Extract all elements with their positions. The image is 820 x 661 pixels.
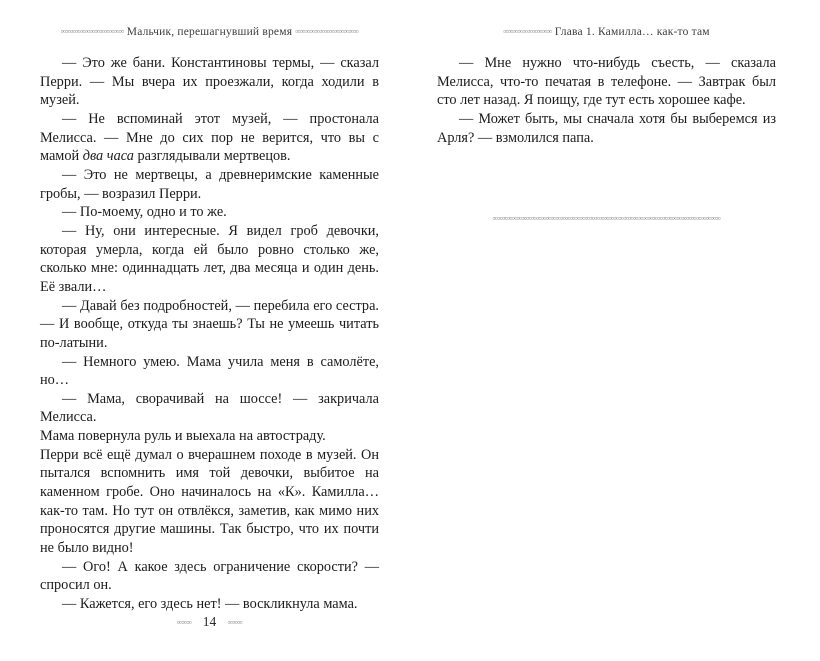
- right-running-head: [437, 26, 776, 38]
- text-segment: — Мне нужно что-нибудь съесть, — сказала Мелисса, что-то печатая в телефоне. — Завтрак был сто лет назад. Я поищу, где тут есть хорошее кафе.: [437, 55, 776, 109]
- paragraph: [40, 222, 379, 297]
- text-segment: — Ого! А какое здесь ограничение скорости? — спросил он.: [40, 558, 379, 594]
- paragraph: [437, 54, 776, 110]
- paragraph: [40, 203, 379, 222]
- left-page-text: [40, 54, 379, 614]
- chain-ornament-icon: ∞∞∞∞∞∞∞∞∞∞∞∞∞∞∞∞∞∞∞∞∞∞∞∞∞∞∞∞∞∞∞∞∞∞∞∞∞∞∞∞∞∞∞∞∞∞∞: [492, 213, 721, 223]
- paragraph: [40, 353, 379, 390]
- text-segment: — Немного умею. Мама учила меня в самолёте, но…: [40, 353, 379, 389]
- chain-ornament-icon: ∞∞∞: [176, 617, 192, 627]
- text-segment: — Это же бани. Константиновы термы, — сказал Перри. — Мы вчера их проезжали, когда ходили в музей.: [40, 55, 379, 109]
- chain-ornament-icon: ∞∞∞∞∞∞∞∞∞∞∞∞∞: [60, 26, 124, 36]
- chain-ornament-icon: ∞∞∞: [227, 617, 243, 627]
- paragraph: [40, 558, 379, 595]
- paragraph: [40, 166, 379, 203]
- paragraph: [40, 54, 379, 110]
- text-segment: — Давай без подробностей, — перебила его сестра. — И вообще, откуда ты знаешь? Ты не умеешь читать по-латыни.: [40, 297, 379, 351]
- text-segment: — Может быть, мы сначала хотя бы выберемся из Арля? — взмолился папа.: [437, 110, 776, 146]
- right-page-text: [437, 54, 776, 147]
- text-segment: Мама повернула руль и выехала на автостраду.: [40, 428, 326, 445]
- left-running-head: [40, 26, 379, 38]
- paragraph: [40, 595, 379, 614]
- text-segment: — Ну, они интересные. Я видел гроб девочки, которая умерла, когда ей было ровно столько же, сколько мне: одиннадцать лет, два месяца и один день. Её звали…: [40, 222, 379, 295]
- page-number: 14: [202, 613, 217, 629]
- paragraph: [40, 390, 379, 427]
- text-segment: — Это не мертвецы, а древнеримские каменные гробы, — возразил Перри.: [40, 166, 379, 202]
- paragraph: [40, 446, 379, 558]
- text-segment: разглядывали мертвецов.: [133, 148, 291, 165]
- paragraph: [40, 427, 379, 446]
- right-page: [437, 26, 776, 626]
- paragraph: [437, 110, 776, 147]
- text-segment: Перри всё ещё думал о вчерашнем походе в музей. Он пытался вспомнить имя той девочки, выбитое на каменном гробе. Оно начиналось на «К». Камилла… как-то там. Но тут он отвлёкся, заметив, как мимо них проносятся другие машины. Так быстро, что их почти не было видно!: [40, 446, 379, 557]
- left-header-title: Мальчик, перешагнувший время: [126, 26, 293, 38]
- paragraph: [40, 297, 379, 353]
- right-header-title: Глава 1. Камилла… как-то там: [554, 26, 710, 38]
- section-divider: [437, 209, 776, 227]
- text-segment: — По-моему, одно и то же.: [62, 204, 227, 221]
- text-segment: — Не вспоминай этот музей, — простонала Мелисса. — Мне до сих пор не верится, что вы с мамой: [40, 110, 379, 165]
- chain-ornament-icon: ∞∞∞∞∞∞∞∞∞∞: [503, 26, 552, 36]
- italic-text: два часа: [82, 148, 134, 165]
- chain-ornament-icon: ∞∞∞∞∞∞∞∞∞∞∞∞∞: [295, 26, 359, 36]
- paragraph: [40, 110, 379, 166]
- text-segment: — Кажется, его здесь нет! — воскликнула мама.: [62, 596, 358, 613]
- text-segment: — Мама, сворачивай на шоссе! — закричала Мелисса.: [40, 390, 379, 426]
- left-page: [40, 26, 379, 629]
- left-page-footer: [40, 614, 379, 632]
